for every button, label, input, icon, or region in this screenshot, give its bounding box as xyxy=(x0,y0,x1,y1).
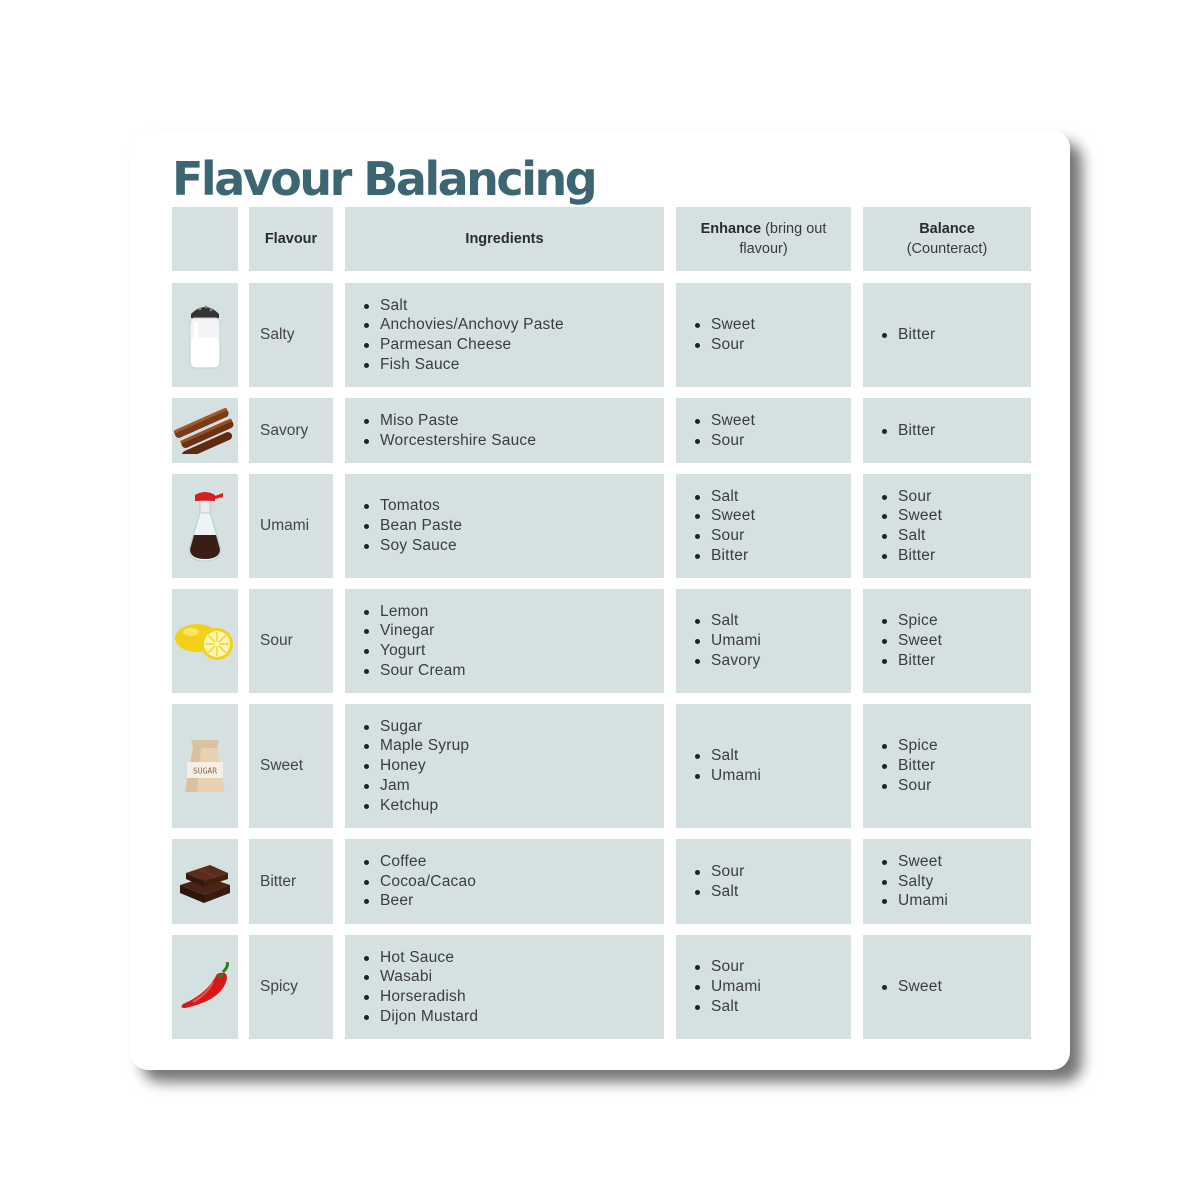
header-balance-label: Balance (Counteract) xyxy=(906,221,988,257)
ingredients-list xyxy=(362,496,462,555)
page-title: Flavour Balancing xyxy=(172,152,596,206)
sugar-bag-icon xyxy=(181,736,229,796)
ingredients-cell xyxy=(345,935,664,1039)
list-item: Horseradish xyxy=(362,987,478,1007)
ingredients-list xyxy=(362,296,564,375)
list-item: Bean Paste xyxy=(362,516,462,536)
chocolate-icon xyxy=(176,859,234,905)
ingredients-cell xyxy=(345,283,664,387)
flavour-cell xyxy=(249,839,333,924)
enhance-list xyxy=(693,957,761,1016)
list-item: Jam xyxy=(362,776,469,796)
list-item: Sour xyxy=(880,776,938,796)
list-item: Salty xyxy=(880,872,948,892)
ingredients-cell xyxy=(345,839,664,924)
balance-list xyxy=(880,736,938,795)
list-item: Bitter xyxy=(880,421,935,441)
list-item: Bitter xyxy=(693,546,755,566)
list-item: Sweet xyxy=(880,852,948,872)
header-enhance xyxy=(676,207,851,271)
cinnamon-sticks-icon xyxy=(174,408,236,454)
list-item: Bitter xyxy=(880,325,935,345)
ingredients-list xyxy=(362,852,476,911)
enhance-list xyxy=(693,862,745,901)
header-flavour xyxy=(249,207,333,271)
balance-list xyxy=(880,421,935,441)
flavour-label: Sour xyxy=(260,632,293,649)
balance-cell xyxy=(863,704,1031,828)
balance-cell xyxy=(863,398,1031,463)
list-item: Spice xyxy=(880,736,938,756)
flavour-cell xyxy=(249,704,333,828)
list-item: Salt xyxy=(693,882,745,902)
header-ingredients xyxy=(345,207,664,271)
list-item: Spice xyxy=(880,611,942,631)
list-item: Hot Sauce xyxy=(362,948,478,968)
flavour-label: Bitter xyxy=(260,872,297,890)
list-item: Tomatos xyxy=(362,496,462,516)
list-item: Bitter xyxy=(880,756,938,776)
list-item: Cocoa/Cacao xyxy=(362,872,476,892)
list-item: Sour Cream xyxy=(362,661,466,681)
list-item: Worcestershire Sauce xyxy=(362,431,536,451)
list-item: Salt xyxy=(693,746,761,766)
list-item: Sour xyxy=(693,431,755,451)
list-item: Coffee xyxy=(362,852,476,872)
list-item: Wasabi xyxy=(362,967,478,987)
ingredients-cell xyxy=(345,474,664,578)
header-balance xyxy=(863,207,1031,271)
ingredients-cell xyxy=(345,589,664,693)
list-item: Soy Sauce xyxy=(362,536,462,556)
flavour-label: Spicy xyxy=(260,978,298,995)
ingredients-list xyxy=(362,948,478,1027)
balance-cell xyxy=(863,589,1031,693)
list-item: Anchovies/Anchovy Paste xyxy=(362,315,564,335)
list-item: Salt xyxy=(693,997,761,1017)
ingredients-list xyxy=(362,602,466,681)
balance-list xyxy=(880,325,935,345)
soy-sauce-bottle-icon xyxy=(185,489,225,563)
list-item: Yogurt xyxy=(362,641,466,661)
list-item: Sweet xyxy=(880,506,942,526)
list-item: Salt xyxy=(362,296,564,316)
lemon-icon xyxy=(173,618,237,664)
enhance-list xyxy=(693,746,761,785)
list-item: Salt xyxy=(693,611,761,631)
icon-cell xyxy=(172,589,238,693)
enhance-cell xyxy=(676,704,851,828)
flavour-cell xyxy=(249,935,333,1039)
list-item: Ketchup xyxy=(362,796,469,816)
enhance-list xyxy=(693,315,755,354)
balance-cell xyxy=(863,283,1031,387)
list-item: Umami xyxy=(880,891,948,911)
chili-pepper-icon xyxy=(177,962,233,1012)
list-item: Salt xyxy=(693,487,755,507)
list-item: Honey xyxy=(362,756,469,776)
ingredients-list xyxy=(362,411,536,450)
sugar-label-text: SUGAR xyxy=(192,766,218,776)
list-item: Umami xyxy=(693,766,761,786)
header-ingredients-label: Ingredients xyxy=(465,231,544,247)
enhance-cell xyxy=(676,839,851,924)
list-item: Sugar xyxy=(362,717,469,737)
list-item: Sweet xyxy=(880,631,942,651)
enhance-list xyxy=(693,487,755,566)
flavour-cell xyxy=(249,474,333,578)
salt-shaker-icon xyxy=(183,300,227,370)
list-item: Dijon Mustard xyxy=(362,1007,478,1027)
flavour-label: Umami xyxy=(260,517,310,534)
list-item: Sweet xyxy=(693,411,755,431)
list-item: Lemon xyxy=(362,602,466,622)
flavour-cell xyxy=(249,283,333,387)
list-item: Vinegar xyxy=(362,621,466,641)
list-item: Sour xyxy=(693,335,755,355)
ingredients-list xyxy=(362,717,469,816)
enhance-cell xyxy=(676,283,851,387)
flavour-cell xyxy=(249,398,333,463)
flavour-label: Salty xyxy=(260,326,295,343)
icon-cell xyxy=(172,704,238,828)
list-item: Sour xyxy=(693,526,755,546)
list-item: Sweet xyxy=(880,977,942,997)
list-item: Sweet xyxy=(693,315,755,335)
list-item: Salt xyxy=(880,526,942,546)
ingredients-cell xyxy=(345,704,664,828)
enhance-list xyxy=(693,411,755,450)
icon-cell xyxy=(172,283,238,387)
list-item: Beer xyxy=(362,891,476,911)
header-flavour-label: Flavour xyxy=(264,231,318,247)
list-item: Fish Sauce xyxy=(362,355,564,375)
balance-cell xyxy=(863,935,1031,1039)
list-item: Savory xyxy=(693,651,761,671)
list-item: Miso Paste xyxy=(362,411,536,431)
list-item: Umami xyxy=(693,631,761,651)
balance-list xyxy=(880,977,942,997)
balance-list xyxy=(880,487,942,566)
list-item: Bitter xyxy=(880,546,942,566)
header-icon-cell xyxy=(172,207,238,271)
flavour-cell xyxy=(249,589,333,693)
enhance-cell xyxy=(676,398,851,463)
enhance-cell xyxy=(676,589,851,693)
list-item: Parmesan Cheese xyxy=(362,335,564,355)
enhance-cell xyxy=(676,935,851,1039)
enhance-list xyxy=(693,611,761,670)
list-item: Sour xyxy=(880,487,942,507)
icon-cell xyxy=(172,839,238,924)
balance-cell xyxy=(863,474,1031,578)
list-item: Sweet xyxy=(693,506,755,526)
list-item: Bitter xyxy=(880,651,942,671)
list-item: Sour xyxy=(693,862,745,882)
balance-cell xyxy=(863,839,1031,924)
flavour-label: Sweet xyxy=(260,757,304,774)
header-enhance-label: Enhance (bring out flavour) xyxy=(700,221,827,257)
icon-cell xyxy=(172,474,238,578)
list-item: Maple Syrup xyxy=(362,736,469,756)
balance-list xyxy=(880,611,942,670)
flavour-label: Savory xyxy=(260,421,309,439)
icon-cell xyxy=(172,935,238,1039)
ingredients-cell xyxy=(345,398,664,463)
list-item: Umami xyxy=(693,977,761,997)
balance-list xyxy=(880,852,948,911)
icon-cell xyxy=(172,398,238,463)
list-item: Sour xyxy=(693,957,761,977)
enhance-cell xyxy=(676,474,851,578)
